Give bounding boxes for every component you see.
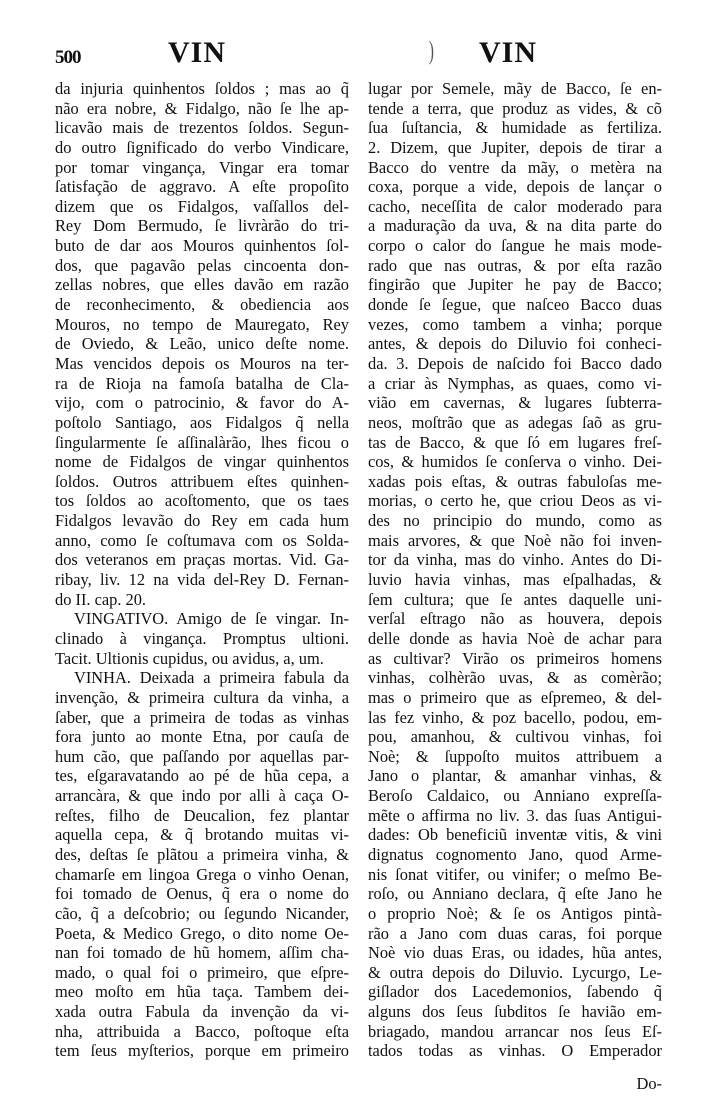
text-line: donde ſe ſegue, que naſceo Bacco duas (368, 295, 662, 315)
text-line: de reconhecimento, & obediencia aos (55, 295, 349, 315)
text-line: briagado, mandou arrancar nos ſeus Eſ- (368, 1021, 662, 1041)
text-line: ſem cultura; que ſe antes daquelle uni- (368, 589, 662, 609)
text-line: tas de Bacco, & que ſó em lugares freſ- (368, 432, 662, 452)
text-line: meo moſto em hũa taça. Tambem dei- (55, 982, 349, 1002)
text-line: pou, amanhou, & cultivou vinhas, foi (368, 727, 662, 747)
text-line: clinado à vingança. Promptus ultioni. (55, 628, 349, 648)
text-line: ſingularmente ſe aſſinalàrão, lhes ficou o (55, 432, 349, 452)
text-line: hum cão, que paſſando por aquellas par- (55, 746, 349, 766)
text-line: anno, como ſe coſtumava com os Solda- (55, 530, 349, 550)
catchword: Do- (636, 1074, 662, 1093)
text-line: cão, q̃ a deſcobrio; ou ſegundo Nicander, (55, 903, 349, 923)
text-line: mais arvores, & que Noè não foi inven- (368, 530, 662, 550)
text-line: Fidalgos levavão do Rey em cada hum (55, 511, 349, 531)
page-number: 500 (55, 47, 81, 68)
text-line: tos ſoldos ao acoſtomento, que os taes (55, 491, 349, 511)
text-line: arrancàra, & que indo por alli à caça O- (55, 786, 349, 806)
text-line: cos, & humidos ſe conſerva o vinho. Dei- (368, 452, 662, 472)
text-line: luvio havia vinhas, mas eſpalhadas, & (368, 570, 662, 590)
text-line: 2. Dizem, que Jupiter, depois de tirar a (368, 137, 662, 157)
text-line: dos veteranos em praças mortas. Vid. Ga- (55, 550, 349, 570)
text-line: zellas nobres, que elles davão em razão (55, 275, 349, 295)
text-line: por tomar vingança, Vingar era tomar (55, 157, 349, 177)
text-line: fingirão que Jupiter he pay de Bacco; (368, 275, 662, 295)
text-line: de Oviedo, & Leão, unico deſte nome. (55, 334, 349, 354)
text-line: vinhas, colhèrão uvas, & as comèrão; (368, 668, 662, 688)
text-line: las fez vinho, & poz bacello, podou, em- (368, 707, 662, 727)
text-line: ſaber, que a primeira de todas as vinhas (55, 707, 349, 727)
text-line: fora junto ao monte Etna, por cauſa de (55, 727, 349, 747)
text-line: tem ſeus myſterios, porque em primeiro (55, 1041, 349, 1061)
text-line: alguns dos ſeus ſubditos ſe havião em- (368, 1002, 662, 1022)
text-line: roſo, ou Anniano declara, q̃ eſte Jano he (368, 884, 662, 904)
text-line: tes, eſgaravatando ao pé de hũa cepa, a (55, 766, 349, 786)
text-line: foi tomado de Oenus, q̃ era o nome do (55, 884, 349, 904)
text-line: Tacit. Ultionis cupidus, ou avidus, a, um. (55, 648, 324, 668)
text-line: invenção, & primeira cultura da vinha, a (55, 687, 349, 707)
text-line: Beroſo Caldaico, ou Anniano expreſſa- (368, 786, 662, 806)
text-line: delle donde as havia Noè de achar para (368, 628, 662, 648)
text-line: as cultivar? Virão os primeiros homens (368, 648, 662, 668)
text-line: dades: Ob beneficiũ inventæ vitis, & vini (368, 825, 662, 845)
text-line: do outro ſignificado do verbo Vindicare, (55, 137, 349, 157)
gutter-fold-mark: ) (428, 36, 434, 65)
text-line: tor da vinha, mas do vinho. Antes do Di- (368, 550, 662, 570)
text-line: morias, o certo he, que criou Deos as vi- (368, 491, 662, 511)
text-line: corpo o calor do ſangue he mais mode- (368, 236, 662, 256)
text-line: nome de Fidalgos de vingar quinhentos (55, 452, 349, 472)
text-line: a criar às Nymphas, as quaes, como vi- (368, 373, 662, 393)
right-column (368, 79, 662, 1061)
running-head-right: VIN (479, 36, 538, 69)
text-line: lugar por Semele, mãy de Bacco, ſe en- (368, 79, 662, 98)
text-line: xadas pois eſtas, & outras fabuloſas me- (368, 471, 662, 491)
text-line: tados todas as vinhas. O Emperador (368, 1041, 662, 1061)
text-line: buto de dar aos Mouros quinhentos ſol- (55, 236, 349, 256)
running-head-left: VIN (168, 36, 227, 69)
text-line: ſatisfação de aggravo. A eſte propoſito (55, 177, 349, 197)
text-line: da injuria quinhentos ſoldos ; mas ao q̃ (55, 79, 349, 98)
text-line: Noè; & ſuppoſto muitos attribuem a (368, 746, 662, 766)
text-line: nan foi tomado de hũ homem, aſſim cha- (55, 943, 349, 963)
text-line: dignatus cognomento Jano, quod Arme- (368, 844, 662, 864)
text-line: rado que nas outras, & por eſta razão (368, 255, 662, 275)
text-line: aquella cepa, & q̃ brotando muitas vi- (55, 825, 349, 845)
text-line: des no principio do mundo, como as (368, 511, 662, 531)
text-line: ſoldos. Outros attribuem eſtes quinhen- (55, 471, 349, 491)
text-line: vezes, como tambem a vinha; porque (368, 314, 662, 334)
text-line: Mas vencidos depois os Mouros na ter- (55, 353, 349, 373)
text-line: dizem que os Fidalgos, vaſſallos del- (55, 196, 349, 216)
text-line: vião em cavernas, & lugares ſubterra- (368, 393, 662, 413)
text-line: & outra depois do Diluvio. Lycurgo, Le- (368, 962, 662, 982)
text-line: ra de Rioja na famoſa batalha de Cla- (55, 373, 349, 393)
text-line: dos, que pagavão pelas cincoenta don- (55, 255, 349, 275)
text-line: chamarſe em lingoa Grega o vinho Oenan, (55, 864, 349, 884)
text-line: Jano o plantar, & amanhar vinhas, & (368, 766, 662, 786)
text-line: do II. cap. 20. (55, 589, 147, 609)
text-line: poſtolo Santiago, aos Fidalgos q̃ nella (55, 412, 349, 432)
text-line: mado, o qual foi o primeiro, que eſpre- (55, 962, 349, 982)
text-line: rão a Jano com duas caras, foi porque (368, 923, 662, 943)
text-line: da. 3. Depois de naſcido foi Bacco dado (368, 353, 662, 373)
text-line: Noè vio duas Eras, ou idades, hũa antes, (368, 943, 662, 963)
text-line: nha, attribuida a Bacco, poſtoque eſta (55, 1021, 349, 1041)
text-line: a maduração da uva, & na dita parte do (368, 216, 662, 236)
text-line: antes, & depois do Diluvio foi conheci- (368, 334, 662, 354)
text-line: ribay, liv. 12 na vida del-Rey D. Fernan- (55, 570, 349, 590)
text-line: VINGATIVO. Amigo de ſe vingar. In- (74, 609, 349, 629)
text-line: Poeta, & Medico Grego, o dito nome Oe- (55, 923, 349, 943)
text-line: Mouros, no tempo de Mauregato, Rey (55, 314, 349, 334)
text-line: xada outra Fabula da invenção da vi- (55, 1002, 349, 1022)
text-line: cacho, neceſſita de calor moderado para (368, 196, 662, 216)
text-line: VINHA. Deixada a primeira fabula da (74, 668, 349, 688)
text-line: mas o primeiro que as eſpremeo, & del- (368, 687, 662, 707)
left-column (55, 79, 349, 1061)
text-line: nis ſonat vitifer, ou vinifer; o meſmo Be- (368, 864, 662, 884)
text-line: tende a terra, que produz as vides, & cõ (368, 98, 662, 118)
text-line: Bacco do ventre da mãy, o metèra na (368, 157, 662, 177)
text-line: neos, moſtrão que as adegas ſaõ as gru- (368, 412, 662, 432)
text-line: o proprio Noè; & ſe os Antigos pintà- (368, 903, 662, 923)
text-line: Rey Dom Bermudo, ſe livràrão do tri- (55, 216, 349, 236)
text-line: reſtes, filho de Deucalion, fez plantar (55, 805, 349, 825)
text-line: não era nobre, & Fidalgo, não ſe lhe ap- (55, 98, 349, 118)
text-line: des, deſtas ſe plãtou a primeira vinha, & (55, 844, 349, 864)
text-line: ſua ſuſtancia, & humidade as fertiliza. (368, 118, 662, 138)
text-line: verſal eſtrago não as houvera, depois (368, 609, 662, 629)
text-line: mẽte o affirma no liv. 3. das ſuas Antigui- (368, 805, 662, 825)
text-line: licavão mais de trezentos ſoldos. Segun- (55, 118, 349, 138)
text-line: vijo, com o patrocinio, & favor do A- (55, 393, 349, 413)
text-line: coxa, porque a vide, depois de lançar o (368, 177, 662, 197)
text-line: giſlador dos Lacedemonios, ſabendo q̃ (368, 982, 662, 1002)
